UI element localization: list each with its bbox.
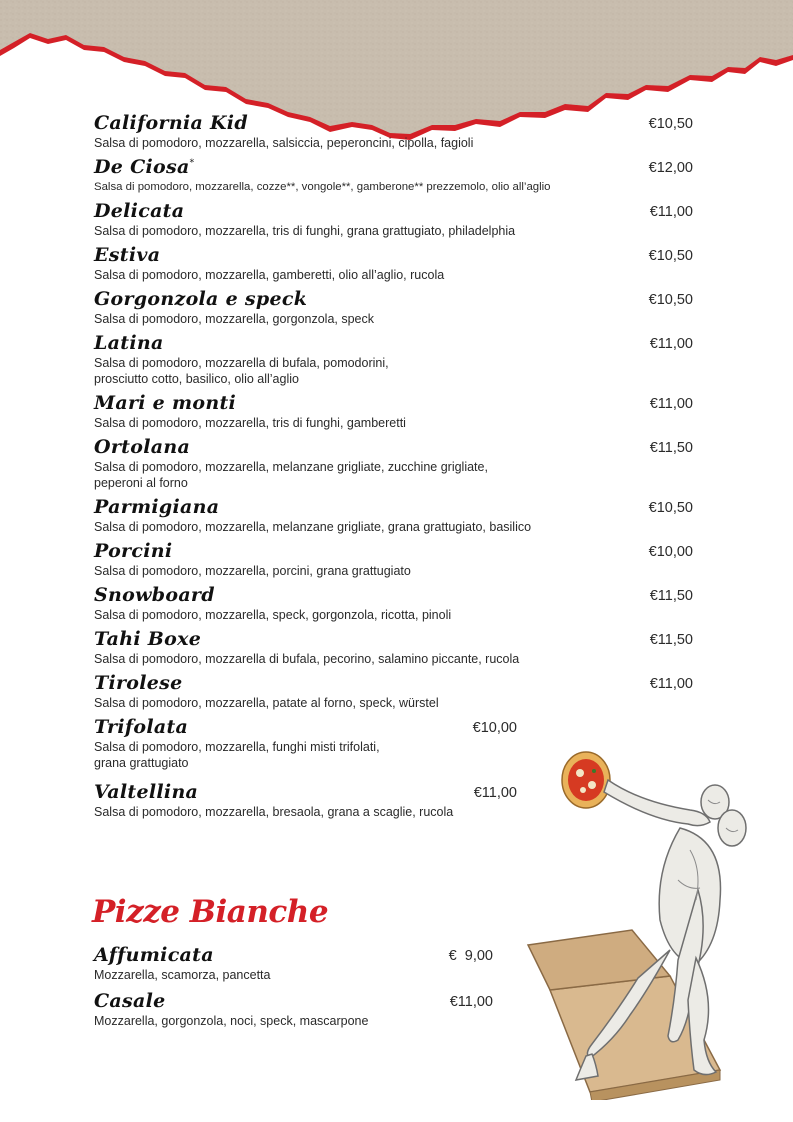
item-name: Valtellina: [94, 781, 199, 803]
item-price: €10,50: [648, 292, 693, 308]
item-name: Snowboard: [94, 584, 215, 606]
item-description: Salsa di pomodoro, mozzarella, tris di funghi, grana grattugiato, philadelphia: [94, 224, 516, 238]
item-price: €10,50: [648, 500, 693, 516]
item-description: Mozzarella, scamorza, pancetta: [94, 968, 271, 982]
item-price: €11,00: [649, 336, 693, 352]
item-price: €10,50: [648, 116, 693, 132]
item-name: De Ciosa*: [94, 156, 195, 178]
item-name: Delicata: [94, 200, 185, 222]
item-name: Mari e monti: [94, 392, 237, 414]
item-name: Estiva: [94, 244, 161, 266]
item-description: Salsa di pomodoro, mozzarella, porcini, grana grattugiato: [94, 564, 411, 578]
item-name: Latina: [94, 332, 164, 354]
item-name: California Kid: [94, 112, 248, 134]
item-name: Ortolana: [94, 436, 191, 458]
discobolus-statue-holding-pizza-icon: [520, 740, 770, 1100]
section-title-pizze-bianche: Pizze Bianche: [92, 894, 329, 930]
item-description: Salsa di pomodoro, mozzarella di bufala, pecorino, salamino piccante, rucola: [94, 652, 520, 666]
item-note-mark: *: [189, 158, 195, 169]
item-price: €11,00: [649, 204, 693, 220]
item-name: Gorgonzola e speck: [94, 288, 308, 310]
description-line: Salsa di pomodoro, mozzarella, melanzane grigliate, zucchine grigliate,: [94, 460, 488, 474]
item-name: Trifolata: [94, 716, 189, 738]
item-price: € 9,00: [448, 948, 493, 964]
item-description: Salsa di pomodoro, mozzarella, tris di funghi, gamberetti: [94, 416, 406, 430]
description-line: Salsa di pomodoro, mozzarella di bufala, pomodorini,: [94, 356, 389, 370]
item-description: Mozzarella, gorgonzola, noci, speck, mascarpone: [94, 1014, 369, 1028]
description-line: peperoni al forno: [94, 476, 188, 490]
item-price: €10,00: [472, 720, 517, 736]
item-description: Salsa di pomodoro, mozzarella, gorgonzola, speck: [94, 312, 375, 326]
item-description: [94, 459, 488, 491]
item-description: Salsa di pomodoro, mozzarella, speck, gorgonzola, ricotta, pinoli: [94, 608, 452, 622]
item-description: Salsa di pomodoro, mozzarella, patate al forno, speck, würstel: [94, 696, 439, 710]
item-price: €10,00: [648, 544, 693, 560]
item-price: €11,00: [649, 676, 693, 692]
item-description: [94, 355, 389, 387]
item-name: Parmigiana: [94, 496, 220, 518]
item-description: Salsa di pomodoro, mozzarella, gamberetti, olio all’aglio, rucola: [94, 268, 445, 282]
description-line: grana grattugiato: [94, 756, 189, 770]
item-description: [94, 739, 380, 771]
item-description: Salsa di pomodoro, mozzarella, bresaola, grana a scaglie, rucola: [94, 805, 454, 819]
item-description: Salsa di pomodoro, mozzarella, cozze**, vongole**, gamberone** prezzemolo, olio all’aglio: [94, 181, 551, 193]
item-price: €11,50: [649, 632, 693, 648]
description-line: Salsa di pomodoro, mozzarella, funghi misti trifolati,: [94, 740, 380, 754]
item-price: €12,00: [648, 160, 693, 176]
item-name: Affumicata: [94, 944, 214, 966]
item-name: Tirolese: [94, 672, 183, 694]
description-line: prosciutto cotto, basilico, olio all’aglio: [94, 372, 299, 386]
item-price: €10,50: [648, 248, 693, 264]
item-name: Porcini: [94, 540, 173, 562]
item-price: €11,00: [473, 785, 517, 801]
item-price: €11,50: [649, 588, 693, 604]
item-price: €11,00: [449, 994, 493, 1010]
item-name: Tahi Boxe: [94, 628, 202, 650]
item-description: Salsa di pomodoro, mozzarella, salsiccia, peperoncini, cipolla, fagioli: [94, 136, 474, 150]
item-price: €11,00: [649, 396, 693, 412]
item-price: €11,50: [649, 440, 693, 456]
item-name: Casale: [94, 990, 166, 1012]
item-description: Salsa di pomodoro, mozzarella, melanzane grigliate, grana grattugiato, basilico: [94, 520, 532, 534]
